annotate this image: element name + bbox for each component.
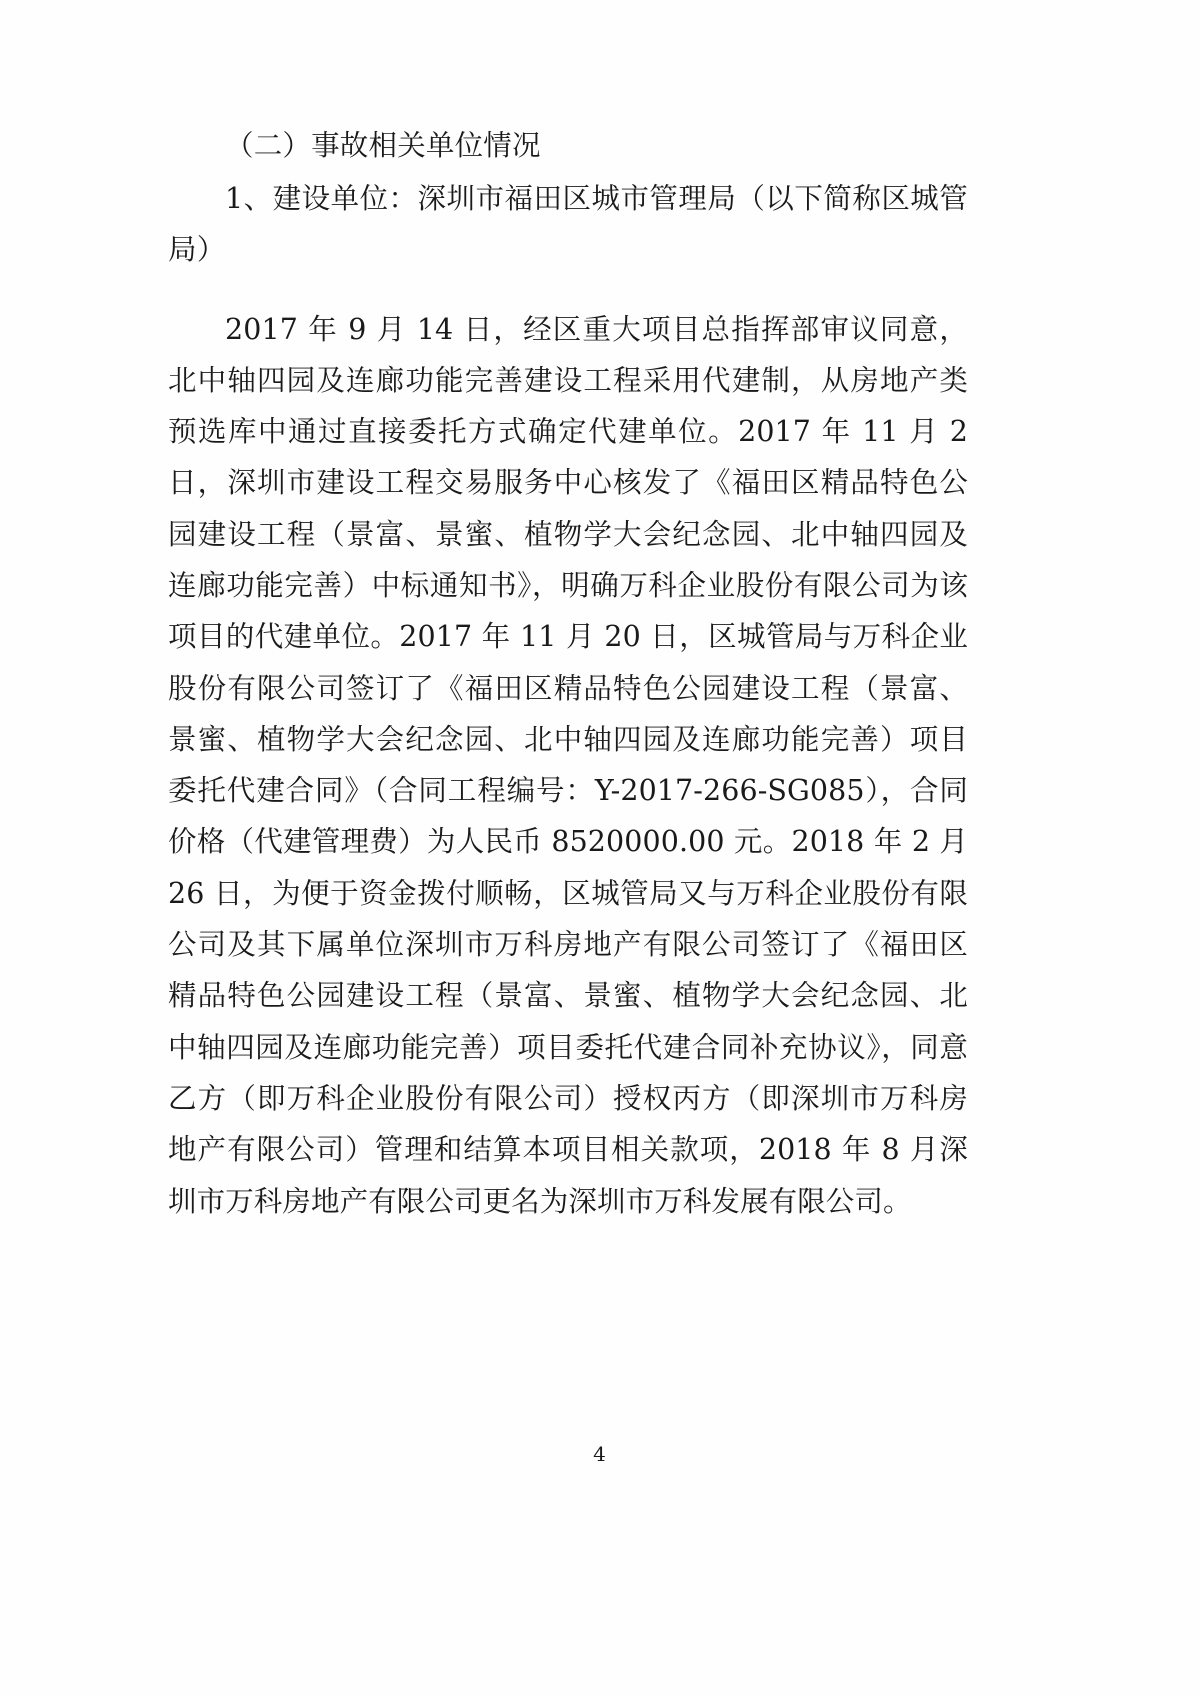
document-body: [168, 120, 968, 1255]
body-paragraph: 2017 年 9 月 14 日，经区重大项目总指挥部审议同意，北中轴四园及连廊功能完善建设工程采用代建制，从房地产类预选库中通过直接委托方式确定代建单位。2017 年 11 月 2 日，深圳市建设工程交易服务中心核发了《福田区精品特色公园建设工程（景富、景蜜、植物学大会纪念园、北中轴四园及连廊功能完善）中标通知书》，明确万科企业股份有限公司为该项目的代建单位。2017 年 11 月 20 日，区城管局与万科企业股份有限公司签订了《福田区精品特色公园建设工程（景富、景蜜、植物学大会纪念园、北中轴四园及连廊功能完善）项目委托代建合同》（合同工程编号：Y-2017-266-SG085），合同价格（代建管理费）为人民币 8520000.00 元。2018 年 2 月 26 日，为便于资金拨付顺畅，区城管局又与万科企业股份有限公司及其下属单位深圳市万科房地产有限公司签订了《福田区精品特色公园建设工程（景富、景蜜、植物学大会纪念园、北中轴四园及连廊功能完善）项目委托代建合同补充协议》，同意乙方（即万科企业股份有限公司）授权丙方（即深圳市万科房地产有限公司）管理和结算本项目相关款项，2018 年 8 月深圳市万科房地产有限公司更名为深圳市万科发展有限公司。: [168, 312, 968, 1218]
page-number: 4: [593, 1442, 606, 1466]
subsection-heading: 1、建设单位：深圳市福田区城市管理局（以下简称区城管局）: [168, 182, 968, 266]
section-heading: （二）事故相关单位情况: [225, 129, 541, 162]
